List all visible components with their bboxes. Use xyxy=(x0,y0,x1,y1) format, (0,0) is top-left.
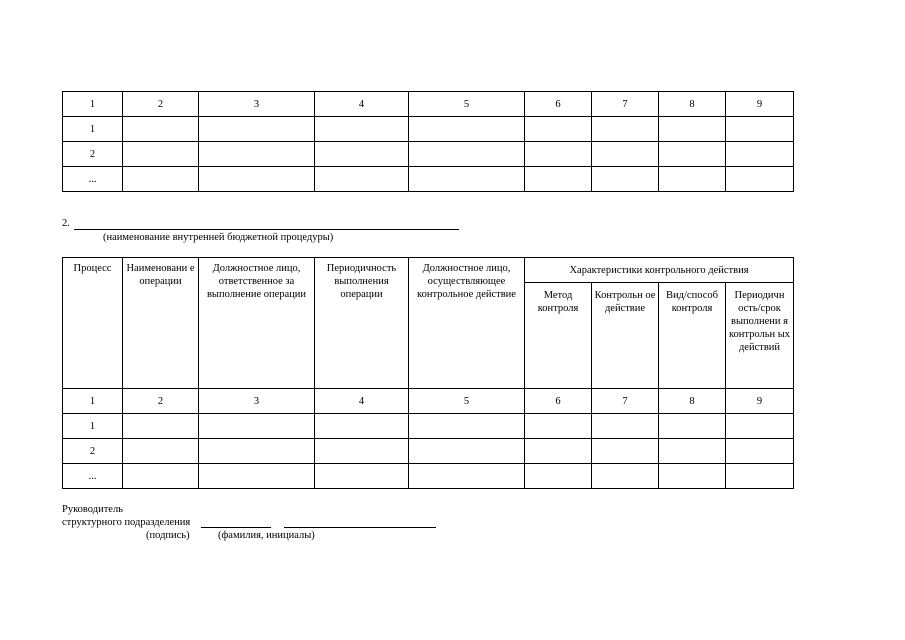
section-number: 2. xyxy=(62,218,70,229)
top-header-cell: 5 xyxy=(409,92,525,117)
table-cell[interactable] xyxy=(199,117,315,142)
column-number-cell: 9 xyxy=(726,389,794,414)
table-cell[interactable] xyxy=(525,117,592,142)
table-cell[interactable] xyxy=(726,414,794,439)
table-cell[interactable] xyxy=(315,167,409,192)
table-cell[interactable] xyxy=(123,439,199,464)
control-method-column-header: Метод контроля xyxy=(525,283,592,389)
table-cell[interactable] xyxy=(659,142,726,167)
table-cell[interactable] xyxy=(409,167,525,192)
table-row xyxy=(63,142,794,167)
top-table xyxy=(62,91,794,192)
table-cell[interactable] xyxy=(315,439,409,464)
table-cell[interactable] xyxy=(592,464,659,489)
table-cell[interactable] xyxy=(659,439,726,464)
row-number-cell: 2 xyxy=(63,439,123,464)
top-header-cell: 4 xyxy=(315,92,409,117)
table-cell[interactable] xyxy=(659,167,726,192)
column-number-cell: 2 xyxy=(123,389,199,414)
operation-name-column-header: Наименовани е операции xyxy=(123,258,199,389)
column-numbers-row xyxy=(63,389,794,414)
name-initials-field[interactable] xyxy=(284,527,436,528)
table-cell[interactable] xyxy=(525,439,592,464)
table-cell[interactable] xyxy=(123,167,199,192)
top-header-cell: 1 xyxy=(63,92,123,117)
table-row xyxy=(63,167,794,192)
process-column-header: Процесс xyxy=(63,258,123,389)
table-cell[interactable] xyxy=(592,117,659,142)
table-cell[interactable] xyxy=(123,142,199,167)
table-cell[interactable] xyxy=(659,414,726,439)
procedure-name-line[interactable] xyxy=(74,229,459,230)
row-number-cell: 2 xyxy=(63,142,123,167)
table-row xyxy=(63,464,794,489)
table-cell[interactable] xyxy=(409,414,525,439)
main-table xyxy=(62,257,794,489)
table-cell[interactable] xyxy=(199,439,315,464)
top-header-cell: 6 xyxy=(525,92,592,117)
table-row xyxy=(63,439,794,464)
row-number-cell: 1 xyxy=(63,117,123,142)
procedure-name-caption: (наименование внутренней бюджетной процедуры) xyxy=(103,232,334,243)
table-cell[interactable] xyxy=(525,464,592,489)
column-number-cell: 3 xyxy=(199,389,315,414)
column-number-cell: 4 xyxy=(315,389,409,414)
table-cell[interactable] xyxy=(199,142,315,167)
table-cell[interactable] xyxy=(525,414,592,439)
column-number-cell: 1 xyxy=(63,389,123,414)
table-cell[interactable] xyxy=(409,464,525,489)
top-header-cell: 2 xyxy=(123,92,199,117)
table-cell[interactable] xyxy=(726,142,794,167)
table-row xyxy=(63,414,794,439)
table-row xyxy=(63,117,794,142)
table-cell[interactable] xyxy=(659,464,726,489)
table-cell[interactable] xyxy=(659,117,726,142)
signature-caption: (подпись) xyxy=(146,530,190,541)
name-caption: (фамилия, инициалы) xyxy=(218,530,315,541)
table-cell[interactable] xyxy=(123,464,199,489)
row-number-cell: ... xyxy=(63,167,123,192)
table-cell[interactable] xyxy=(315,117,409,142)
table-cell[interactable] xyxy=(315,414,409,439)
table-cell[interactable] xyxy=(592,439,659,464)
signature-field[interactable] xyxy=(201,527,271,528)
table-cell[interactable] xyxy=(199,464,315,489)
table-cell[interactable] xyxy=(409,142,525,167)
signature-title-line2: структурного подразделения xyxy=(62,517,191,528)
table-cell[interactable] xyxy=(592,167,659,192)
table-cell[interactable] xyxy=(592,414,659,439)
table-cell[interactable] xyxy=(315,464,409,489)
table-cell[interactable] xyxy=(315,142,409,167)
top-header-cell: 9 xyxy=(726,92,794,117)
top-table-header-row xyxy=(63,92,794,117)
table-cell[interactable] xyxy=(199,167,315,192)
control-periodicity-column-header: Периодичн ость/срок выполнени я контрольн ых действий xyxy=(726,283,794,389)
top-header-cell: 3 xyxy=(199,92,315,117)
column-number-cell: 5 xyxy=(409,389,525,414)
table-cell[interactable] xyxy=(409,439,525,464)
top-header-cell: 7 xyxy=(592,92,659,117)
column-number-cell: 7 xyxy=(592,389,659,414)
row-number-cell: ... xyxy=(63,464,123,489)
control-characteristics-group-header: Характеристики контрольного действия xyxy=(525,258,794,283)
table-cell[interactable] xyxy=(592,142,659,167)
table-cell[interactable] xyxy=(726,117,794,142)
table-cell[interactable] xyxy=(199,414,315,439)
control-action-column-header: Контрольн ое действие xyxy=(592,283,659,389)
table-cell[interactable] xyxy=(123,414,199,439)
table-cell[interactable] xyxy=(525,142,592,167)
signature-title-line1: Руководитель xyxy=(62,504,123,515)
table-cell[interactable] xyxy=(123,117,199,142)
table-cell[interactable] xyxy=(409,117,525,142)
table-cell[interactable] xyxy=(726,167,794,192)
table-cell[interactable] xyxy=(726,439,794,464)
control-type-column-header: Вид/способ контроля xyxy=(659,283,726,389)
top-header-cell: 8 xyxy=(659,92,726,117)
control-official-column-header: Должностное лицо, осуществляющее контрольное действие xyxy=(409,258,525,389)
row-number-cell: 1 xyxy=(63,414,123,439)
column-number-cell: 6 xyxy=(525,389,592,414)
responsible-official-column-header: Должностное лицо, ответственное за выполнение операции xyxy=(199,258,315,389)
main-table-header-row xyxy=(63,258,794,283)
table-cell[interactable] xyxy=(726,464,794,489)
table-cell[interactable] xyxy=(525,167,592,192)
column-number-cell: 8 xyxy=(659,389,726,414)
periodicity-column-header: Периодичность выполнения операции xyxy=(315,258,409,389)
